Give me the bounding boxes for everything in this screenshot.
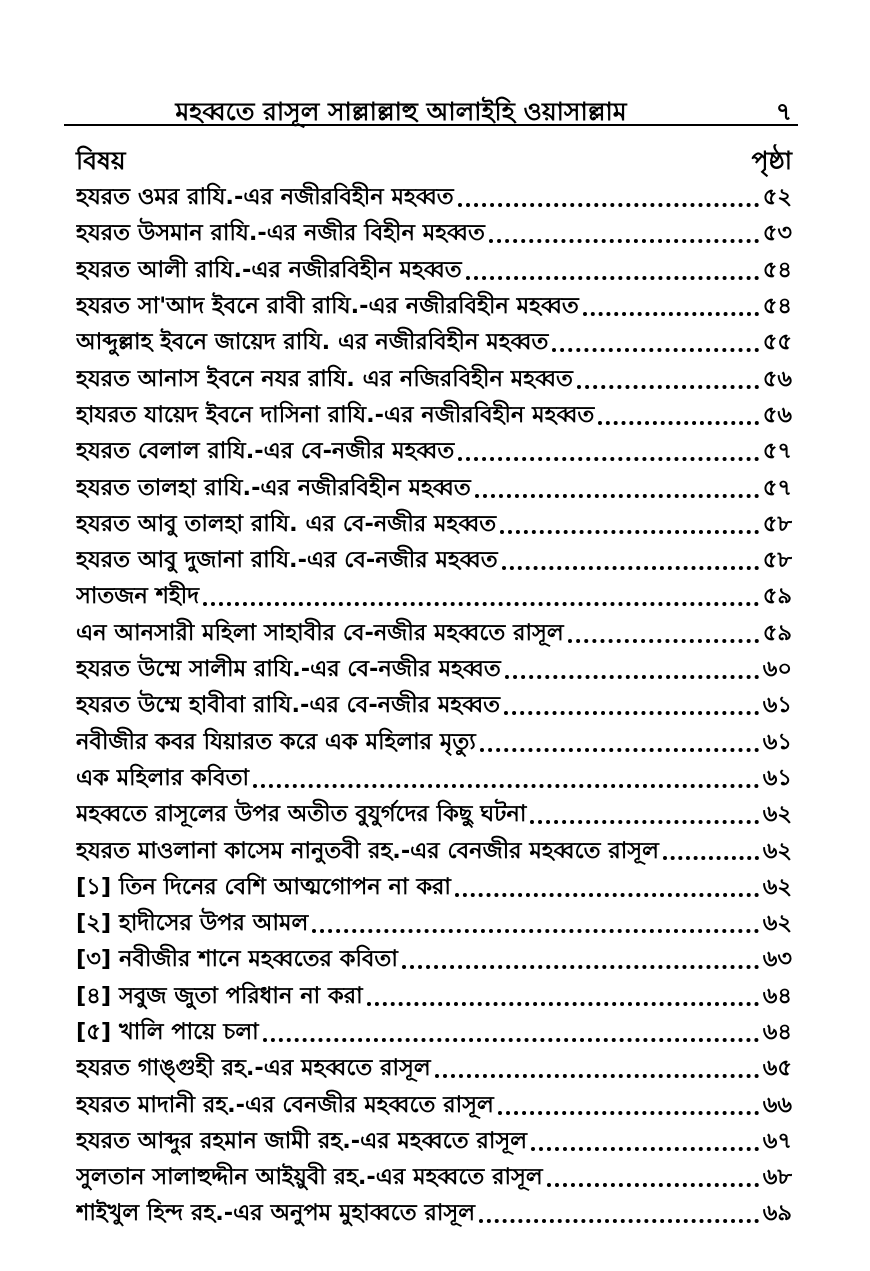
dot-leader (568, 639, 759, 643)
toc-entry (76, 216, 792, 252)
toc-entry-page: ৫৬ (762, 365, 792, 392)
dot-leader (489, 239, 759, 243)
toc-entry-page: ৬২ (762, 910, 792, 937)
header-rule (64, 124, 798, 126)
toc-entry (76, 180, 792, 216)
toc-entry (76, 833, 792, 869)
dot-leader (458, 457, 758, 461)
toc-entry (76, 1087, 792, 1123)
dot-leader (466, 276, 759, 280)
dot-leader (531, 1147, 759, 1151)
toc-entry-title: [২] হাদীসের উপর আমল (76, 910, 309, 937)
toc-entry-title: হযরত আনাস ইবনে নযর রাযি. এর নজিরবিহীন মহব্বত (76, 365, 573, 392)
toc-entry-title: হযরত আবু তালহা রাযি. এর বে-নজীর মহব্বত (76, 510, 497, 537)
dot-leader (435, 1074, 759, 1078)
dot-leader (577, 385, 759, 389)
toc-entry-page: ৫৭ (762, 474, 792, 501)
dot-leader (479, 1219, 759, 1223)
toc-entry-title: সুলতান সালাহুদ্দীন আইয়ুবী রহ.-এর মহব্বতে রাসূল (76, 1164, 543, 1191)
toc-entry-title: হযরত আবু দুজানা রাযি.-এর বে-নজীর মহব্বত (76, 547, 498, 574)
toc-entry-page: ৬৩ (762, 946, 792, 973)
page-number: ৭ (775, 97, 792, 126)
toc-entry (76, 470, 792, 506)
dot-leader (203, 602, 759, 606)
toc-entry (76, 289, 792, 325)
toc-entry-page: ৫৪ (762, 293, 792, 320)
toc-entry-page: ৫৩ (762, 220, 792, 247)
toc-entry-title: হযরত উসমান রাযি.-এর নজীর বিহীন মহব্বত (76, 220, 485, 247)
dot-leader (455, 893, 759, 897)
toc-entry (76, 761, 792, 797)
toc-entry-title: মহব্বতে রাসূলের উপর অতীত বুযুর্গদের কিছু ঘটনা (76, 801, 527, 828)
dot-leader (500, 530, 759, 534)
toc-entry (76, 434, 792, 470)
toc-entry-page: ৬৯ (762, 1200, 792, 1227)
toc-entry (76, 616, 792, 652)
toc-entry-page: ৫৬ (762, 401, 792, 428)
toc-entry-page: ৫৮ (762, 510, 792, 537)
toc-entry (76, 253, 792, 289)
toc-entry (76, 398, 792, 434)
toc-entry-page: ৬৫ (762, 1055, 792, 1082)
toc-entry-page: ৫৭ (762, 438, 792, 465)
toc-entry (76, 724, 792, 760)
dot-leader (263, 1038, 759, 1042)
page-column-heading: পৃষ্ঠা (751, 146, 792, 175)
toc-entry (76, 979, 792, 1015)
dot-leader (530, 820, 758, 824)
toc-entry-title: হযরত ওমর রাযি.-এর নজীরবিহীন মহব্বত (76, 184, 454, 211)
toc-entry-title: হযরত বেলাল রাযি.-এর বে-নজীর মহব্বত (76, 438, 455, 465)
toc-entry (76, 906, 792, 942)
toc-entry (76, 1015, 792, 1051)
toc-entry-page: ৬৪ (762, 982, 792, 1009)
toc-entry-title: [৫] খালি পায়ে চলা (76, 1018, 259, 1045)
dot-leader (502, 566, 759, 570)
dot-leader (458, 203, 759, 207)
toc-entry-title: হযরত উম্মে সালীম রাযি.-এর বে-নজীর মহব্বত (76, 656, 501, 683)
dot-leader (583, 312, 759, 316)
toc-entry (76, 579, 792, 615)
toc-entry-page: ৬০ (762, 656, 792, 683)
toc-entry-page: ৫২ (762, 184, 792, 211)
dot-leader (663, 856, 759, 860)
toc-entry (76, 507, 792, 543)
toc-entry-page: ৬৪ (762, 1018, 792, 1045)
dot-leader (480, 748, 759, 752)
running-title: মহব্বতে রাসূল সাল্লাল্লাহু আলাইহি ওয়াসাল্লাম (175, 97, 627, 126)
dot-leader (253, 784, 759, 788)
toc-entry-title: হযরত তালহা রাযি.-এর নজীরবিহীন মহব্বত (76, 474, 471, 501)
dot-leader (402, 965, 759, 969)
column-headings (76, 139, 792, 177)
toc-entry (76, 652, 792, 688)
toc-entry (76, 1124, 792, 1160)
toc-entry (76, 1051, 792, 1087)
toc-entry-title: হযরত গাঙ্গুহী রহ.-এর মহব্বতে রাসূল (76, 1055, 431, 1082)
running-header (64, 86, 798, 126)
dot-leader (367, 1002, 759, 1006)
dot-leader (498, 1111, 759, 1115)
toc-entry-title: এক মহিলার কবিতা (76, 764, 250, 791)
toc-entry-title: এন আনসারী মহিলা সাহাবীর বে-নজীর মহব্বতে রাসূল (76, 619, 564, 646)
toc-entry-title: হযরত মাওলানা কাসেম নানুতবী রহ.-এর বেনজীর মহব্বতে রাসূল (76, 837, 659, 864)
dot-leader (552, 348, 758, 352)
toc-entry-page: ৫৯ (762, 583, 792, 610)
toc-entry (76, 325, 792, 361)
toc-entry-page: ৬২ (762, 801, 792, 828)
dot-leader (598, 421, 758, 425)
toc-entry-title: হযরত সা'আদ ইবনে রাবী রাযি.-এর নজীরবিহীন মহব্বত (76, 293, 579, 320)
toc-entry-page: ৬৮ (762, 1164, 792, 1191)
toc-entry (76, 543, 792, 579)
toc-entry-page: ৬৬ (762, 1091, 792, 1118)
toc-entry-title: [৩] নবীজীর শানে মহব্বতের কবিতা (76, 946, 398, 973)
toc-entry-page: ৬১ (762, 692, 792, 719)
toc-entry-page: ৬১ (762, 728, 792, 755)
toc-entry-title: হযরত মাদানী রহ.-এর বেনজীর মহব্বতে রাসূল (76, 1091, 494, 1118)
toc-entry-page: ৬১ (762, 764, 792, 791)
toc-entry-page: ৫৫ (762, 329, 792, 356)
table-of-contents (76, 180, 792, 1233)
toc-entry-title: নবীজীর কবর যিয়ারত করে এক মহিলার মৃত্যু (76, 728, 476, 755)
toc-entry-title: শাইখুল হিন্দ রহ.-এর অনুপম মুহাব্বতে রাসূল (76, 1200, 476, 1227)
toc-entry-title: হযরত আব্দুর রহমান জামী রহ.-এর মহব্বতে রাসূল (76, 1127, 527, 1154)
toc-entry (76, 942, 792, 978)
toc-entry-page: ৬২ (762, 873, 792, 900)
toc-entry-title: হযরত আলী রাযি.-এর নজীরবিহীন মহব্বত (76, 256, 462, 283)
dot-leader (312, 929, 758, 933)
toc-entry-page: ৫৮ (762, 547, 792, 574)
toc-entry-page: ৫৯ (762, 619, 792, 646)
toc-entry (76, 797, 792, 833)
topic-column-heading: বিষয় (76, 146, 126, 175)
toc-entry-title: সাতজন শহীদ (76, 583, 200, 610)
toc-entry-page: ৬৭ (762, 1127, 792, 1154)
toc-entry-title: [১] তিন দিনের বেশি আত্মগোপন না করা (76, 873, 451, 900)
toc-entry-page: ৫৪ (762, 256, 792, 283)
dot-leader (504, 711, 759, 715)
toc-entry (76, 361, 792, 397)
toc-entry (76, 1160, 792, 1196)
toc-entry-title: হাযরত যায়েদ ইবনে দাসিনা রাযি.-এর নজীরবিহীন মহব্বত (76, 401, 595, 428)
toc-entry-title: আব্দুল্লাহ ইবনে জায়েদ রাযি. এর নজীরবিহীন মহব্বত (76, 329, 549, 356)
toc-entry-title: হযরত উম্মে হাবীবা রাযি.-এর বে-নজীর মহব্বত (76, 692, 501, 719)
toc-entry-page: ৬২ (762, 837, 792, 864)
toc-entry-title: [৪] সবুজ জুতা পরিধান না করা (76, 982, 363, 1009)
dot-leader (475, 494, 759, 498)
toc-entry (76, 1196, 792, 1232)
dot-leader (505, 675, 759, 679)
toc-entry (76, 870, 792, 906)
dot-leader (547, 1183, 759, 1187)
toc-entry (76, 688, 792, 724)
